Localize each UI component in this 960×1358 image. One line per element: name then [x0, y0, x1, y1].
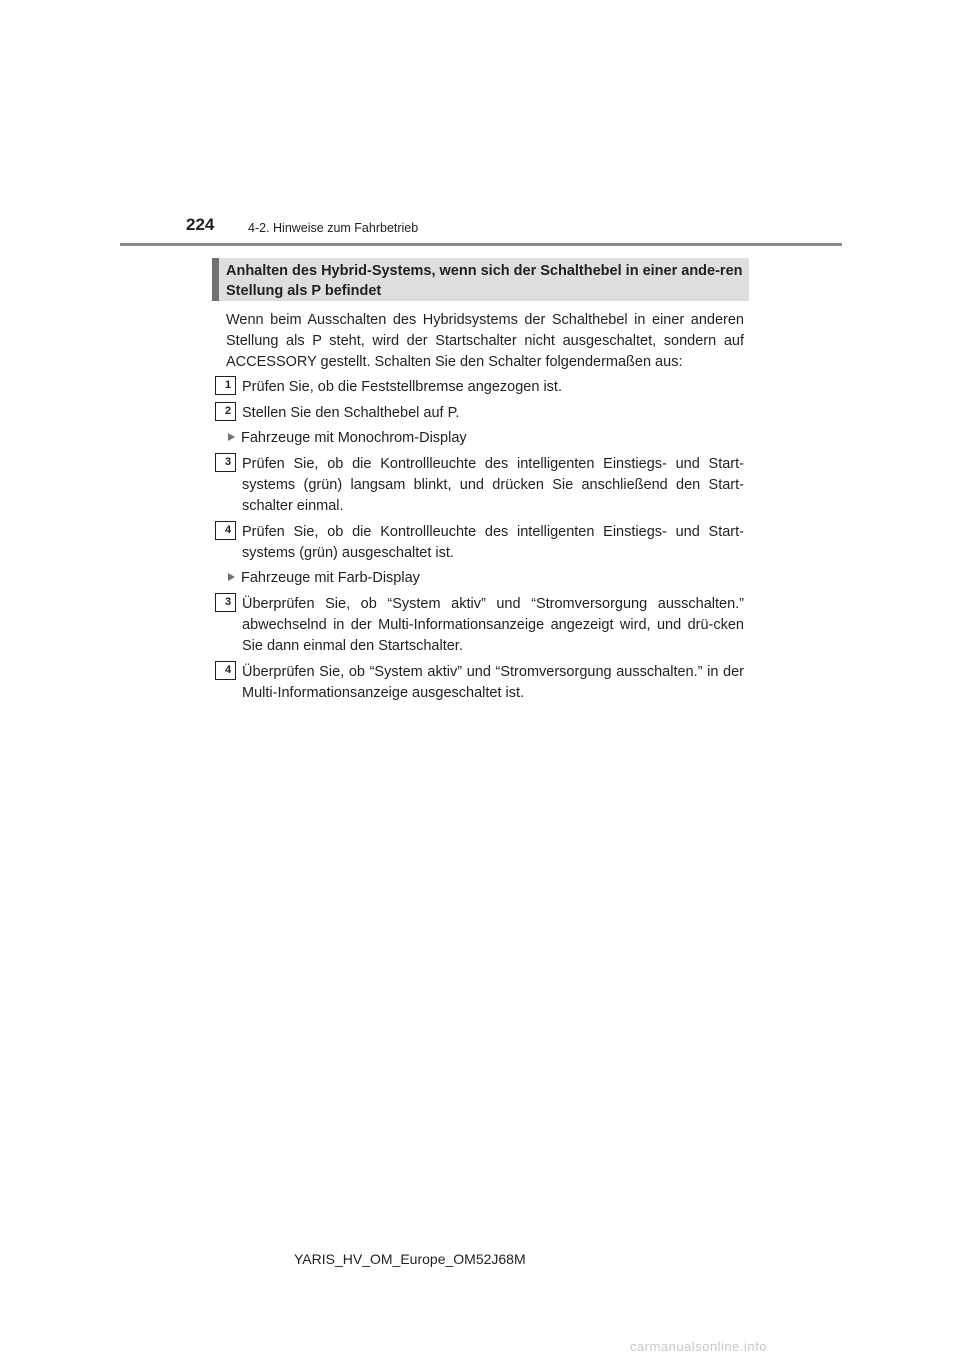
step-number: 4: [215, 521, 236, 540]
step-number: 4: [215, 661, 236, 680]
step-text: Prüfen Sie, ob die Kontrollleuchte des intelligenten Einstiegs- und Start-systems (grün) langsam blinkt, und drücken Sie anschließend den Start-schalter einmal.: [242, 456, 744, 514]
step-number: 2: [215, 402, 236, 421]
section-title: Anhalten des Hybrid-Systems, wenn sich der Schalthebel in einer ande-ren Stellung als P befindet: [226, 263, 743, 299]
variant-label: Fahrzeuge mit Farb-Display: [241, 570, 420, 586]
step-number: 3: [215, 593, 236, 612]
intro-paragraph: Wenn beim Ausschalten des Hybridsystems der Schalthebel in einer anderen Stellung als P steht, wird der Startschalter nicht ausgeschaltet, sondern auf ACCESSORY gestellt. Schalten Sie den Schalter folgendermaßen aus:: [226, 312, 744, 370]
step-text: Prüfen Sie, ob die Feststellbremse angezogen ist.: [242, 379, 562, 395]
step-text: Prüfen Sie, ob die Kontrollleuchte des intelligenten Einstiegs- und Start-systems (grün) ausgeschaltet ist.: [242, 524, 744, 561]
step-number: 3: [215, 453, 236, 472]
triangle-right-icon: [228, 433, 235, 441]
running-head: 4-2. Hinweise zum Fahrbetrieb: [248, 221, 419, 235]
step-number: 1: [215, 376, 236, 395]
triangle-right-icon: [228, 573, 235, 581]
variant-monochrome: [228, 428, 467, 449]
variant-color: [228, 568, 420, 589]
step-text: Stellen Sie den Schalthebel auf P.: [242, 405, 460, 421]
header-rule: [120, 243, 842, 246]
section-title-box: [212, 258, 749, 301]
step-text: Überprüfen Sie, ob “System aktiv” und “Stromversorgung ausschalten.” in der Multi-Informationsanzeige ausgeschaltet ist.: [242, 664, 744, 701]
page-number: 224: [186, 215, 215, 234]
variant-label: Fahrzeuge mit Monochrom-Display: [241, 430, 467, 446]
footer-doc-id: YARIS_HV_OM_Europe_OM52J68M: [294, 1251, 526, 1267]
watermark: carmanualsonline.info: [630, 1339, 767, 1354]
step-text: Überprüfen Sie, ob “System aktiv” und “Stromversorgung ausschalten.” abwechselnd in der Multi-Informationsanzeige angezeigt wird, und drü-cken Sie dann einmal den Startschalter.: [242, 596, 744, 654]
